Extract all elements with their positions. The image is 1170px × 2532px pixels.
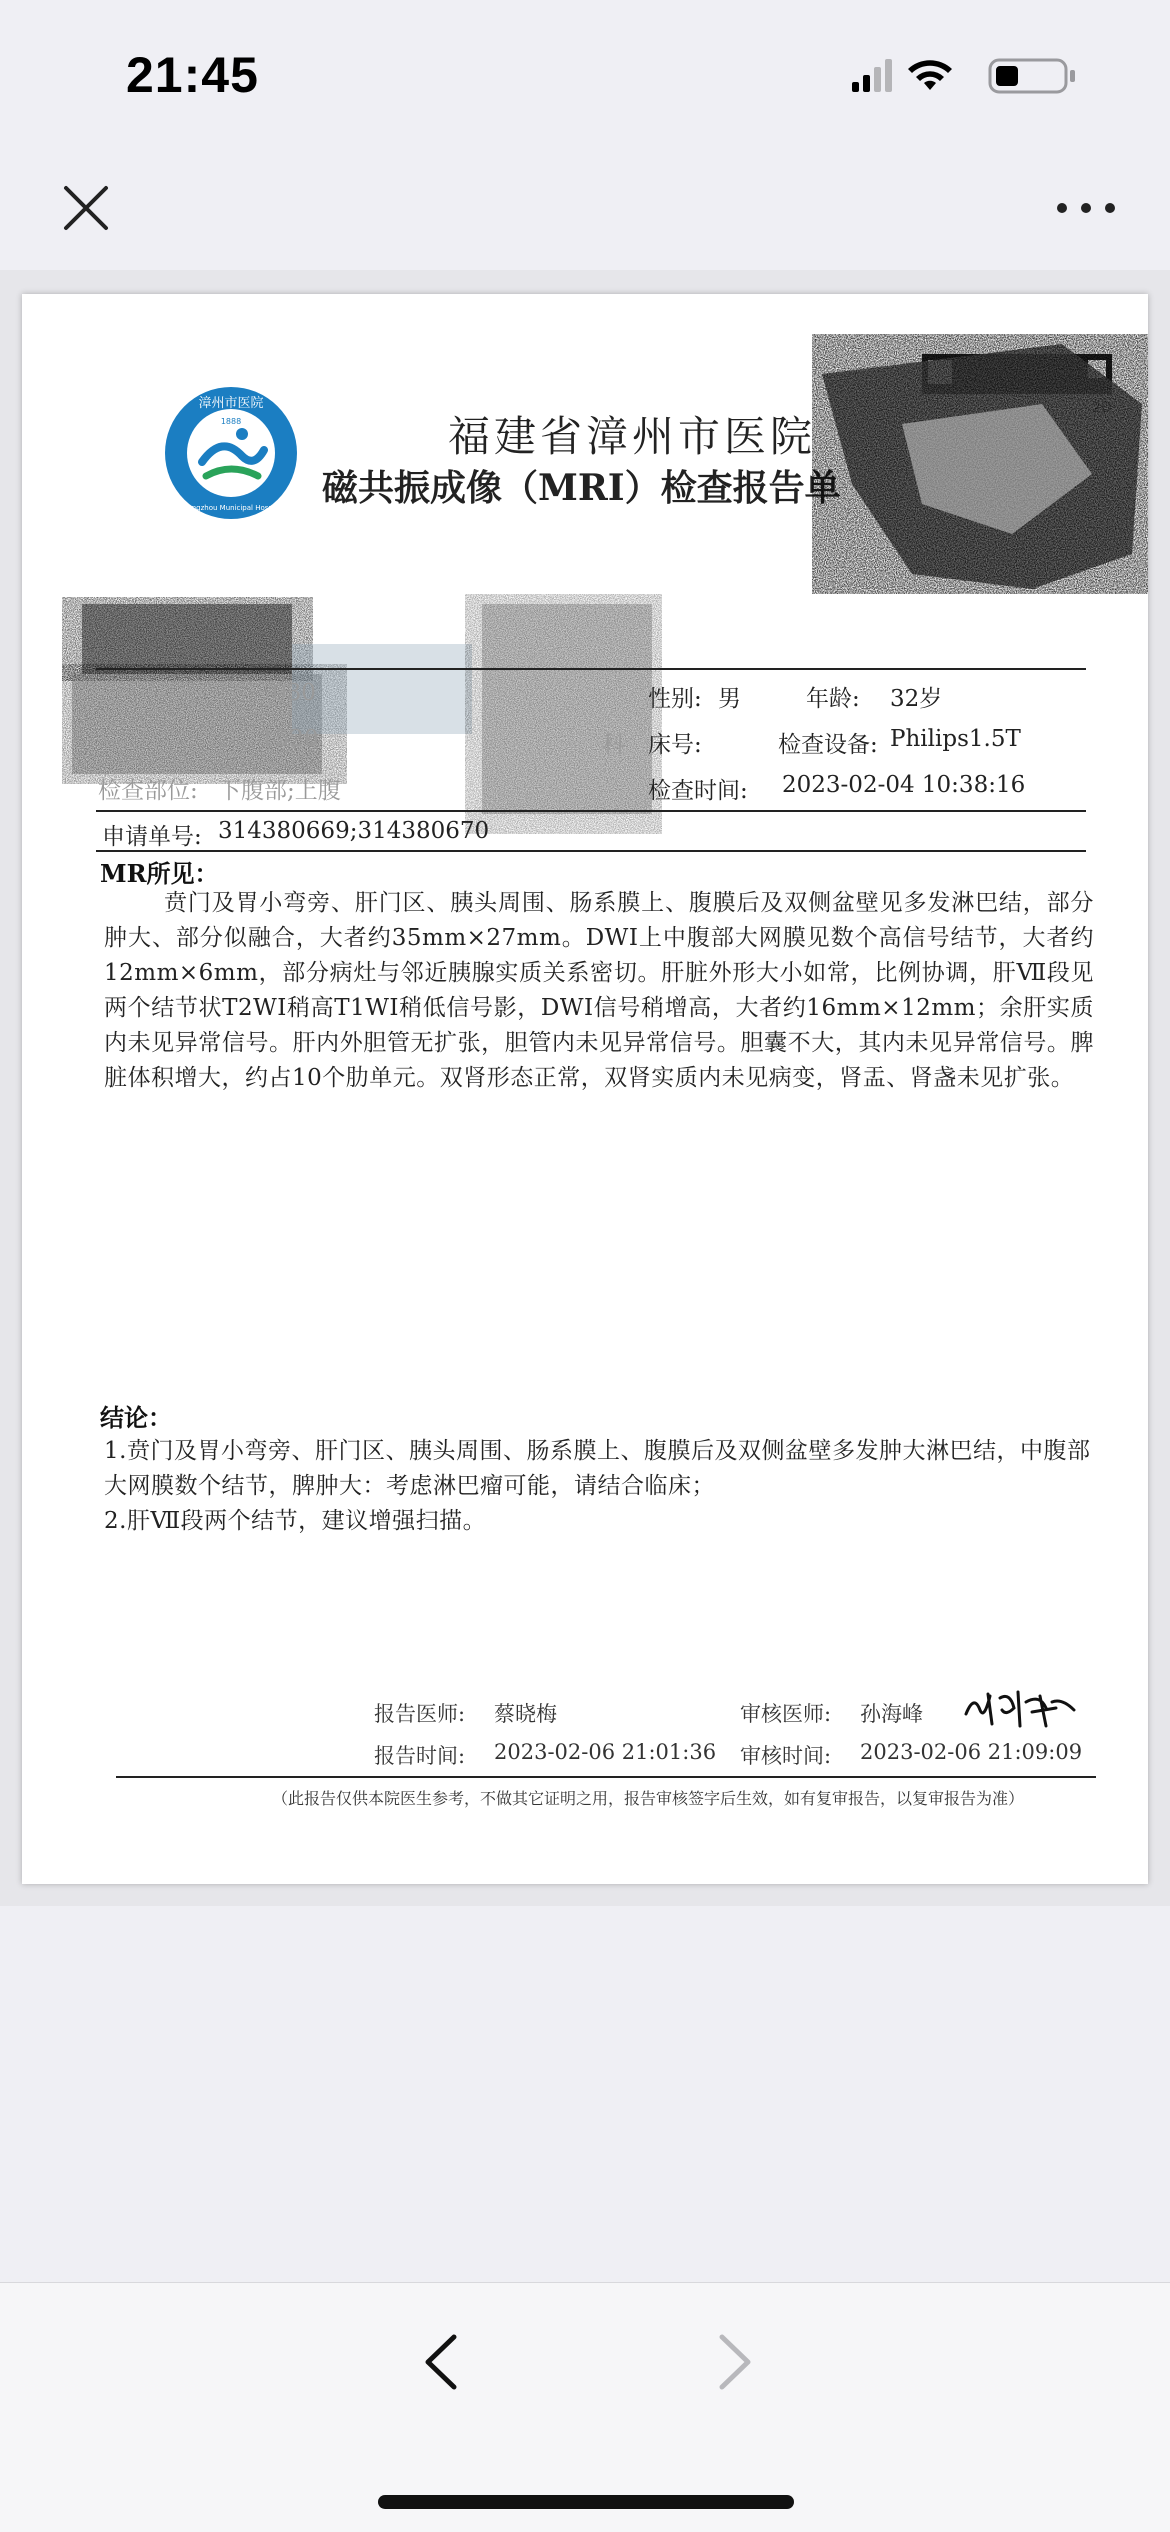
divider: [96, 850, 1086, 852]
cellular-signal-icon: [852, 59, 892, 92]
request-no-label: 申请单号:: [102, 824, 202, 850]
divider: [116, 1776, 1096, 1778]
exam-time-value: 2023-02-04 10:38:16: [782, 772, 1026, 798]
reporter-label: 报告医师:: [374, 1702, 466, 1726]
exam-part-label: 检查部位:: [98, 778, 198, 804]
reporter-name: 蔡晓梅: [494, 1702, 557, 1726]
reviewer-label: 审核医师:: [740, 1702, 832, 1726]
chevron-left-icon[interactable]: [410, 2327, 470, 2397]
report-title: 磁共振成像（MRI）检查报告单: [322, 467, 841, 509]
device-label: 检查设备:: [778, 732, 878, 758]
department-fragment: 科: [602, 732, 625, 758]
logo-text: 漳州市医院: [198, 396, 264, 411]
home-indicator: [378, 2495, 794, 2509]
patient-row2-fragment: 1520: [260, 726, 319, 752]
report-page: [22, 294, 1148, 1884]
document-viewer[interactable]: [0, 270, 1170, 1906]
exam-time-label: 检查时间:: [648, 778, 748, 804]
review-time-label: 审核时间:: [740, 1744, 832, 1768]
close-icon[interactable]: [58, 180, 114, 236]
disclaimer: （此报告仅供本院医生参考，不做其它证明之用，报告审核签字后生效，如有复审报告，以复审报告为准）: [272, 1789, 1025, 1808]
request-no-value: 314380669;314380670: [218, 818, 490, 844]
chevron-right-icon[interactable]: [706, 2327, 766, 2397]
age-label: 年龄:: [806, 686, 860, 712]
sex-value: 男: [718, 686, 741, 712]
findings-heading: MR所见：: [100, 859, 219, 888]
bed-label: 床号:: [648, 732, 702, 758]
status-bar: [0, 0, 1170, 150]
bottom-toolbar: [0, 2282, 1170, 2532]
conclusion-item: 2.肝Ⅶ段两个结节，建议增强扫描。: [104, 1508, 487, 1534]
logo-year: 1888: [220, 417, 242, 426]
divider: [96, 810, 1086, 812]
conclusion-list: [104, 1434, 1104, 1539]
divider: [96, 668, 1086, 670]
handwritten-signature-image: [960, 1684, 1080, 1732]
conclusion-item: 1.贲门及胃小弯旁、肝门区、胰头周围、肠系膜上、腹膜后及双侧盆壁多发肿大淋巴结，中腹部大网膜数个结节，脾肿大：考虑淋巴瘤可能，请结合临床；: [104, 1438, 1091, 1499]
device-value: Philips1.5T: [890, 726, 1021, 752]
status-icons: [850, 56, 1090, 96]
exam-part-value: 下腹部;上腹: [218, 778, 341, 804]
findings-text: 贲门及胃小弯旁、肝门区、胰头周围、肠系膜上、腹膜后及双侧盆壁见多发淋巴结，部分肿大、部分似融合，大者约35mm×27mm。DWI上中腹部大网膜见数个高信号结节，大者约12mm×6mm，部分病灶与邻近胰腺实质关系密切。肝脏外形大小如常，比例协调，肝Ⅶ段见两个结节状T2WI稍高T1WI稍低信号影，DWI信号稍增高，大者约16mm×12mm；余肝实质内未见异常信号。肝内外胆管无扩张，胆管内未见异常信号。胆囊不大，其内未见异常信号。脾脏体积增大，约占10个肋单元。双肾形态正常，双肾实质内未见病变，肾盂、肾盏未见扩张。: [104, 890, 1094, 1091]
age-value: 32岁: [890, 686, 943, 712]
logo-english: Zhangzhou Municipal Hospital: [178, 504, 284, 512]
more-horizontal-icon[interactable]: [1054, 190, 1118, 226]
hospital-name: 福建省漳州市医院: [447, 412, 816, 461]
battery-icon: [990, 60, 1075, 92]
redaction-scribble-qr: [812, 334, 1148, 594]
wifi-icon: [908, 60, 952, 90]
sex-label: 性别:: [648, 686, 702, 712]
conclusion-heading: 结论：: [100, 1403, 172, 1432]
reviewer-name: 孙海峰: [860, 1702, 923, 1726]
patient-id-fragment: 030: [272, 680, 316, 706]
report-time-value: 2023-02-06 21:01:36: [494, 1740, 717, 1764]
status-time: 21:45: [126, 47, 259, 103]
report-time-label: 报告时间:: [374, 1744, 466, 1768]
review-time-value: 2023-02-06 21:09:09: [860, 1740, 1083, 1764]
nav-bar: [0, 150, 1170, 270]
hospital-logo: [162, 384, 300, 522]
